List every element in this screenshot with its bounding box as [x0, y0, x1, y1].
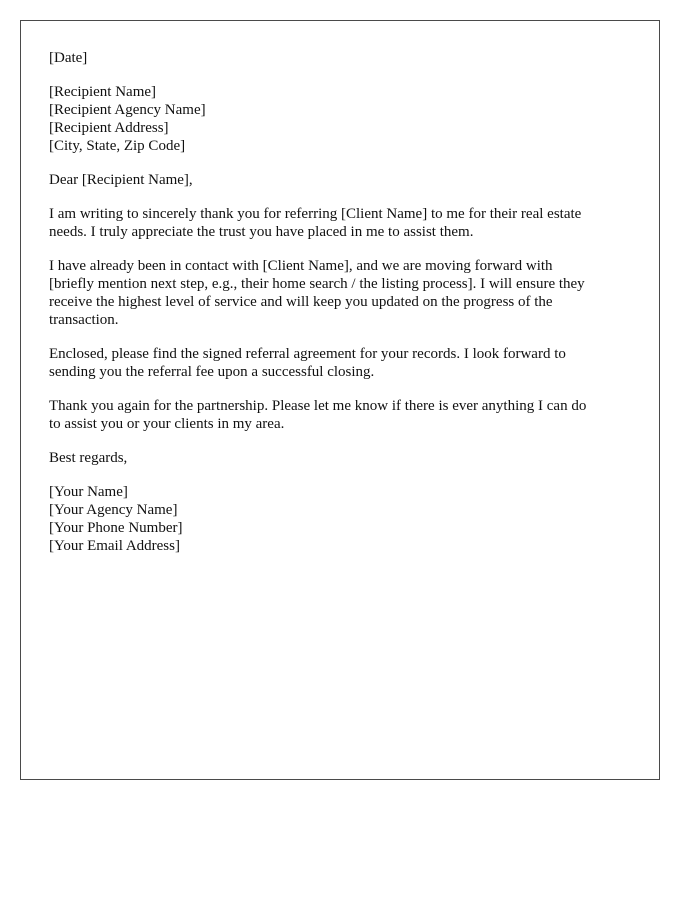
paragraph-line: Thank you again for the partnership. Please let me know if there is ever anything I can do: [49, 398, 587, 414]
signature-block: [49, 483, 639, 555]
sender-email: [Your Email Address]: [49, 538, 180, 554]
closing: Best regards,: [49, 450, 128, 466]
body-paragraph-partnership: [49, 397, 639, 433]
sender-phone: [Your Phone Number]: [49, 520, 183, 536]
letter-content: [49, 49, 639, 571]
sender-name: [Your Name]: [49, 484, 128, 500]
paragraph-line: needs. I truly appreciate the trust you have placed in me to assist them.: [49, 224, 474, 240]
body-paragraph-thanks: [49, 205, 639, 241]
paragraph-line: I am writing to sincerely thank you for referring [Client Name] to me for their real estate: [49, 206, 582, 222]
recipient-block: [49, 83, 639, 155]
paragraph-line: [briefly mention next step, e.g., their home search / the listing process]. I will ensure they: [49, 276, 585, 292]
closing-block: [49, 449, 639, 467]
recipient-city-state-zip: [City, State, Zip Code]: [49, 138, 186, 154]
sender-agency: [Your Agency Name]: [49, 502, 178, 518]
date-block: [49, 49, 639, 67]
paragraph-line: sending you the referral fee upon a successful closing.: [49, 364, 375, 380]
body-paragraph-enclosed: [49, 345, 639, 381]
letter-date: [Date]: [49, 50, 88, 66]
paragraph-line: I have already been in contact with [Client Name], and we are moving forward with: [49, 258, 553, 274]
salutation: Dear [Recipient Name],: [49, 172, 193, 188]
recipient-name: [Recipient Name]: [49, 84, 157, 100]
salutation-block: [49, 171, 639, 189]
paragraph-line: transaction.: [49, 312, 119, 328]
recipient-address: [Recipient Address]: [49, 120, 169, 136]
paragraph-line: to assist you or your clients in my area.: [49, 416, 285, 432]
letter-page: [20, 20, 660, 780]
recipient-agency: [Recipient Agency Name]: [49, 102, 206, 118]
paragraph-line: Enclosed, please find the signed referral agreement for your records. I look forward to: [49, 346, 566, 362]
paragraph-line: receive the highest level of service and will keep you updated on the progress of the: [49, 294, 553, 310]
body-paragraph-progress: [49, 257, 639, 329]
